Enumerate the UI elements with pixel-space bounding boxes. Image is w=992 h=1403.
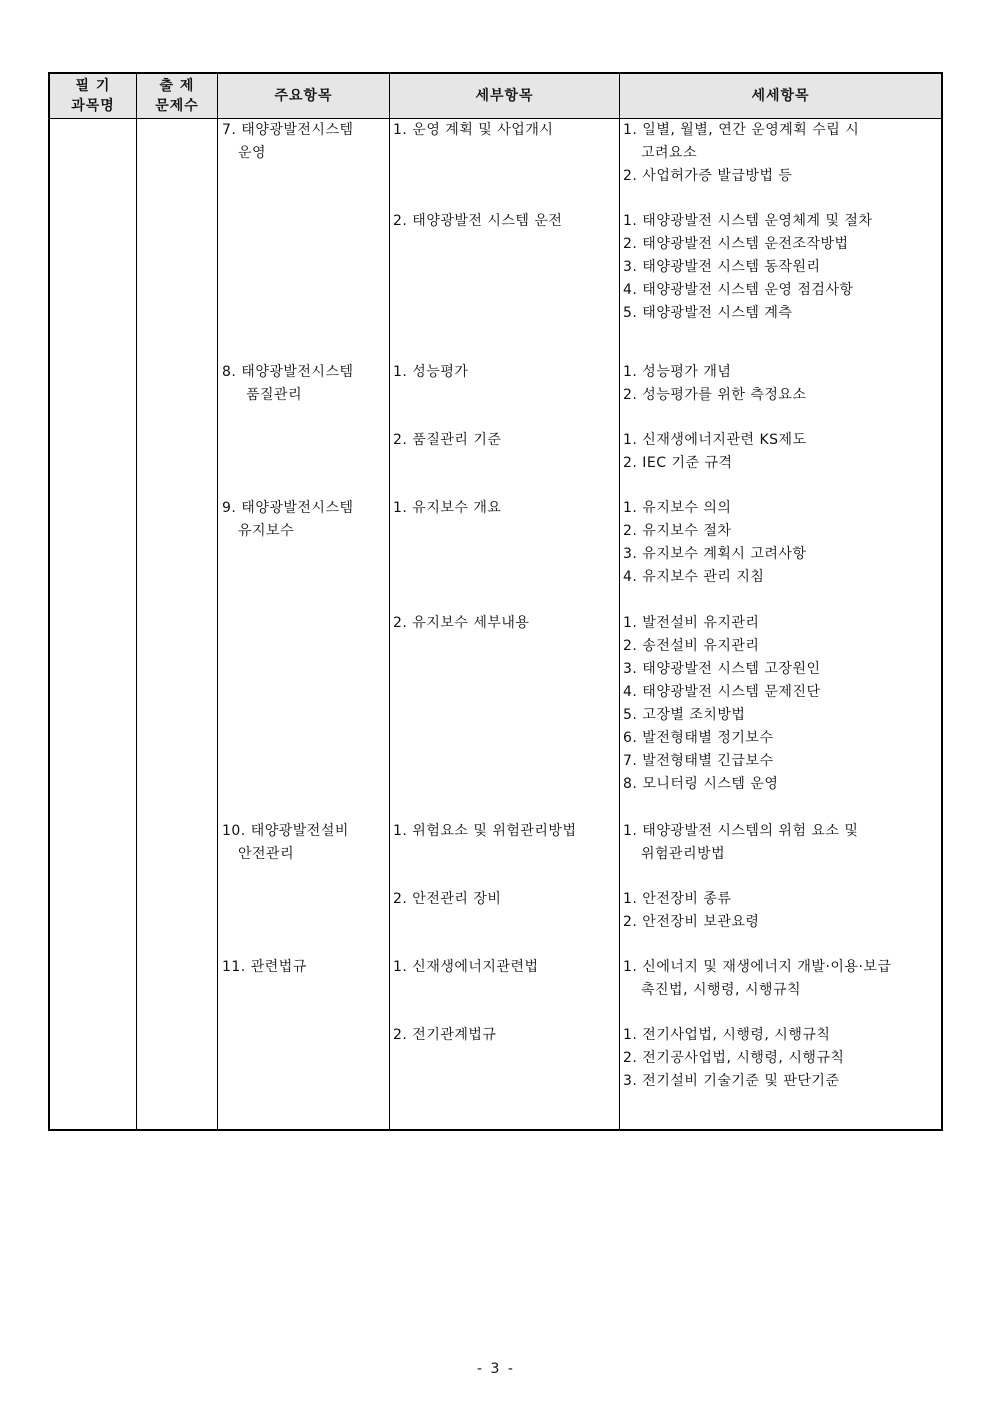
main-item-text: 8. 태양광발전시스템: [222, 364, 354, 380]
main-item-text: 11. 관련법규: [222, 959, 307, 975]
detail-item: 3. 태양광발전 시스템 동작원리: [623, 259, 821, 275]
detail-list: [623, 361, 806, 407]
main-item-text: 운영: [238, 145, 267, 161]
sub-item: 2. 전기관계법규: [393, 1027, 497, 1043]
main-item-11: [222, 956, 307, 979]
main-item-text: 유지보수: [238, 523, 295, 539]
sub-item: 1. 신재생에너지관련법: [393, 959, 539, 975]
column-divider: [619, 74, 620, 1129]
detail-item: 2. 전기공사업법, 시행령, 시행규칙: [623, 1050, 845, 1066]
detail-item: 2. 송전설비 유지관리: [623, 638, 760, 654]
sub-item: 2. 품질관리 기준: [393, 432, 502, 448]
detail-item: 4. 태양광발전 시스템 문제진단: [623, 684, 821, 700]
header-text: 과목명: [71, 98, 115, 114]
detail-item: 1. 신에너지 및 재생에너지 개발·이용·보급: [623, 959, 892, 975]
sub-item: 1. 유지보수 개요: [393, 500, 502, 516]
detail-item: 6. 발전형태별 정기보수: [623, 730, 774, 746]
sub-item: 1. 운영 계획 및 사업개시: [393, 122, 554, 138]
detail-item: 2. 안전장비 보관요령: [623, 914, 760, 930]
detail-list: [623, 119, 859, 188]
header-question-count: [137, 74, 217, 118]
main-item-7: [222, 119, 354, 165]
main-item-8: [222, 361, 354, 407]
main-item-text: 10. 태양광발전설비: [222, 823, 349, 839]
header-sub-items: [390, 74, 619, 118]
main-item-9: [222, 497, 354, 543]
detail-item: 3. 전기설비 기술기준 및 판단기준: [623, 1073, 840, 1089]
header-subject-name: [50, 74, 136, 118]
detail-item: 8. 모니터링 시스템 운영: [623, 776, 779, 792]
header-main-items: [218, 74, 389, 118]
header-text: 세부항목: [475, 88, 534, 104]
header-text: 주요항목: [274, 88, 333, 104]
detail-list: [623, 956, 891, 1002]
detail-list: [623, 497, 806, 589]
detail-item: 1. 신재생에너지관련 KS제도: [623, 432, 807, 448]
main-item-text: 안전관리: [238, 846, 295, 862]
detail-item: 1. 성능평가 개념: [623, 364, 732, 380]
header-text: 필 기: [75, 78, 111, 94]
page-number: - 3 -: [477, 1361, 515, 1377]
column-divider: [217, 74, 218, 1129]
header-detail-items: [620, 74, 941, 118]
column-divider: [389, 74, 390, 1129]
detail-item: 2. 태양광발전 시스템 운전조작방법: [623, 236, 849, 252]
sub-item: 1. 위험요소 및 위험관리방법: [393, 823, 577, 839]
detail-list: [623, 612, 821, 796]
main-item-text: 품질관리: [246, 387, 303, 403]
syllabus-table: [48, 72, 943, 1131]
column-divider: [136, 74, 137, 1129]
detail-item: 3. 태양광발전 시스템 고장원인: [623, 661, 821, 677]
detail-item: 1. 일별, 월별, 연간 운영계획 수립 시: [623, 122, 860, 138]
sub-item: 1. 성능평가: [393, 364, 469, 380]
detail-item: 위험관리방법: [641, 846, 726, 862]
detail-list: [623, 210, 872, 325]
detail-item: 2. 사업허가증 발급방법 등: [623, 168, 793, 184]
detail-list: [623, 1024, 844, 1093]
detail-item: 7. 발전형태별 긴급보수: [623, 753, 774, 769]
detail-item: 1. 전기사업법, 시행령, 시행규칙: [623, 1027, 831, 1043]
detail-item: 고려요소: [641, 145, 698, 161]
detail-item: 촉진법, 시행령, 시행규칙: [641, 982, 802, 998]
detail-list: [623, 888, 759, 934]
detail-item: 1. 태양광발전 시스템 운영체계 및 절차: [623, 213, 873, 229]
detail-list: [623, 820, 858, 866]
detail-item: 5. 고장별 조치방법: [623, 707, 746, 723]
detail-item: 4. 유지보수 관리 지침: [623, 569, 765, 585]
header-text: 세세항목: [751, 88, 810, 104]
header-text: 출 제: [159, 78, 195, 94]
header-text: 문제수: [155, 98, 199, 114]
detail-item: 4. 태양광발전 시스템 운영 점검사항: [623, 282, 854, 298]
detail-item: 1. 유지보수 의의: [623, 500, 732, 516]
detail-item: 2. IEC 기준 규격: [623, 455, 733, 471]
sub-item: 2. 유지보수 세부내용: [393, 615, 530, 631]
detail-item: 5. 태양광발전 시스템 계측: [623, 305, 793, 321]
main-item-10: [222, 820, 349, 866]
sub-item: 2. 안전관리 장비: [393, 891, 502, 907]
detail-item: 2. 성능평가를 위한 측정요소: [623, 387, 807, 403]
main-item-text: 7. 태양광발전시스템: [222, 122, 354, 138]
sub-item: 2. 태양광발전 시스템 운전: [393, 213, 563, 229]
detail-item: 1. 태양광발전 시스템의 위험 요소 및: [623, 823, 859, 839]
detail-item: 2. 유지보수 절차: [623, 523, 732, 539]
detail-list: [623, 429, 807, 475]
main-item-text: 9. 태양광발전시스템: [222, 500, 354, 516]
detail-item: 3. 유지보수 계획시 고려사항: [623, 546, 807, 562]
detail-item: 1. 안전장비 종류: [623, 891, 732, 907]
detail-item: 1. 발전설비 유지관리: [623, 615, 760, 631]
